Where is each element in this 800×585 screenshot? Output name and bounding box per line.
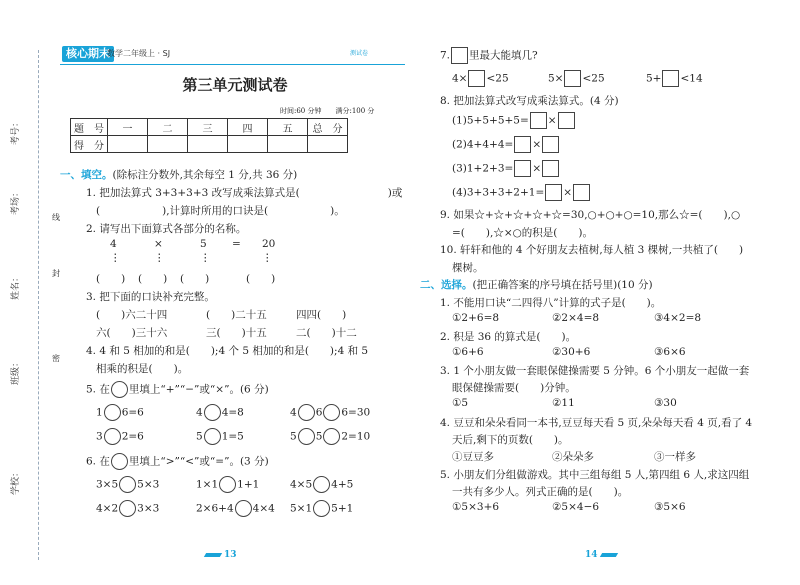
choice-5-line-1: 5. 小朋友们分组做游戏。其中三组每组 5 人,第四组 6 人,求这四组 — [440, 469, 750, 481]
choice-option[interactable]: ②5×4−6 — [552, 501, 600, 513]
choice-5-line-2: 一共有多少人。列式正确的是( )。 — [452, 486, 629, 498]
choice-option[interactable]: ③5×6 — [654, 501, 686, 513]
score-table-header-row — [71, 119, 348, 136]
answer-box[interactable] — [558, 112, 575, 129]
square-icon — [451, 47, 468, 64]
score-entry[interactable] — [228, 136, 268, 153]
answer-circle[interactable] — [119, 476, 136, 493]
answer-circle[interactable] — [235, 500, 252, 517]
score-cell: 总 分 — [308, 119, 348, 136]
question-2: 2. 请写出下面算式各部分的名称。 — [86, 223, 247, 235]
choice-option[interactable]: ①5 — [452, 397, 469, 409]
margin-mark-secret: 密 — [52, 354, 60, 363]
question-4-line-2: 相乘的积是( )。 — [96, 363, 189, 375]
choice-option[interactable]: ①6+6 — [452, 346, 484, 358]
choice-option[interactable]: ①豆豆多 — [452, 451, 494, 463]
score-cell: 得 分 — [71, 136, 108, 153]
question-8-item-2: (2)4+4+4= × — [452, 136, 560, 153]
score-table — [70, 118, 348, 153]
answer-box[interactable] — [573, 184, 590, 201]
answer-circle[interactable] — [204, 428, 221, 445]
circle-icon — [111, 381, 128, 398]
answer-box[interactable] — [542, 136, 559, 153]
score-cell: 三 — [188, 119, 228, 136]
choice-option[interactable]: ②30+6 — [552, 346, 591, 358]
score-entry[interactable] — [148, 136, 188, 153]
answer-box[interactable] — [468, 70, 485, 87]
question-6: 6. 在 里填上“>”“<”或“=”。(3 分) — [86, 453, 269, 470]
time-score-meta: 时间:60 分钟 满分:100 分 — [280, 107, 375, 115]
margin-mark-line: 线 — [52, 213, 60, 222]
answer-circle[interactable] — [323, 404, 340, 421]
score-cell: 五 — [268, 119, 308, 136]
score-entry[interactable] — [268, 136, 308, 153]
choice-4-line-2: 天后,剩下的页数( )。 — [452, 434, 569, 446]
binding-dashed-line — [38, 50, 39, 560]
choice-option[interactable]: ①2+6=8 — [452, 312, 500, 324]
choice-2: 2. 积是 36 的算式是( )。 — [440, 331, 577, 343]
answer-box[interactable] — [514, 160, 531, 177]
question-3: 3. 把下面的口诀补充完整。 — [86, 291, 215, 303]
question-5: 5. 在 里填上“+”“−”或“×”。(6 分) — [86, 381, 269, 398]
score-cell: 二 — [148, 119, 188, 136]
question-8: 8. 把加法算式改写成乘法算式。(4 分) — [440, 95, 619, 107]
answer-circle[interactable] — [298, 428, 315, 445]
question-7: 7. 里最大能填几? — [440, 47, 538, 64]
page-number-left: 13 — [205, 550, 237, 560]
choice-option[interactable]: ②2×4=8 — [552, 312, 600, 324]
choice-option[interactable]: ③一样多 — [654, 451, 696, 463]
score-cell: 一 — [108, 119, 148, 136]
question-1-line-1: 1. 把加法算式 3+3+3+3 改写成乘法算式是( )或 — [86, 187, 403, 199]
question-8-item-1: (1)5+5+5+5= × — [452, 112, 576, 129]
score-entry[interactable] — [308, 136, 348, 153]
answer-circle[interactable] — [219, 476, 236, 493]
choice-4-line-1: 4. 豆豆和朵朵看同一本书,豆豆每天看 5 页,朵朵每天看 4 页,看了 4 — [440, 417, 753, 429]
choice-3-line-1: 3. 1 个小朋友做一套眼保健操需要 5 分钟。6 个小朋友一起做一套 — [440, 365, 750, 377]
choice-1: 1. 不能用口诀“二四得八”计算的式子是( )。 — [440, 297, 662, 309]
answer-circle[interactable] — [313, 476, 330, 493]
answer-circle[interactable] — [104, 428, 121, 445]
answer-circle[interactable] — [204, 404, 221, 421]
header-tag: 测试卷 — [350, 50, 369, 57]
margin-mark-seal: 封 — [52, 269, 60, 278]
choice-option[interactable]: ③6×6 — [654, 346, 686, 358]
page-title: 第三单元测试卷 — [182, 76, 288, 94]
margin-label-class: 班级： — [11, 357, 21, 385]
subject-label: 数学二年级上 · SJ — [107, 49, 171, 58]
answer-circle[interactable] — [313, 500, 330, 517]
margin-label-exam-number: 考号： — [11, 117, 21, 145]
margin-label-exam-room: 考场： — [11, 187, 21, 215]
question-8-item-4: (4)3+3+3+2+1= × — [452, 184, 591, 201]
answer-box[interactable] — [514, 136, 531, 153]
answer-box[interactable] — [564, 70, 581, 87]
score-entry[interactable] — [108, 136, 148, 153]
answer-circle[interactable] — [119, 500, 136, 517]
page-mark-icon — [599, 553, 617, 557]
margin-label-school: 学校： — [11, 467, 21, 495]
choice-option[interactable]: ③4×2=8 — [654, 312, 702, 324]
answer-circle[interactable] — [323, 428, 340, 445]
margin-label-name: 姓名： — [11, 272, 21, 300]
answer-box[interactable] — [530, 112, 547, 129]
answer-circle[interactable] — [104, 404, 121, 421]
section-2-heading: 二、选择。(把正确答案的序号填在括号里)(10 分) — [420, 279, 653, 291]
score-table-score-row — [71, 136, 348, 153]
answer-box[interactable] — [542, 160, 559, 177]
page-mark-icon — [204, 553, 222, 557]
choice-option[interactable]: ③30 — [654, 397, 677, 409]
header-rule — [60, 64, 405, 65]
brand-logo: 核心期末 — [62, 46, 114, 62]
score-cell: 四 — [228, 119, 268, 136]
question-9-line-1: 9. 如果☆+☆+☆+☆+☆=30,○+○+○=10,那么☆=( ),○ — [440, 209, 741, 221]
question-1-line-2: ( ),计算时所用的口诀是( )。 — [96, 205, 345, 217]
question-9-line-2: =( ),☆×○的积是( )。 — [452, 227, 593, 239]
question-10-line-1: 10. 轩轩和他的 4 个好朋友去植树,每人植 3 棵树,一共植了( ) — [440, 244, 744, 256]
choice-option[interactable]: ①5×3+6 — [452, 501, 500, 513]
page-number-right: 14 — [585, 550, 620, 560]
score-entry[interactable] — [188, 136, 228, 153]
score-cell: 题 号 — [71, 119, 108, 136]
choice-option[interactable]: ②11 — [552, 397, 575, 409]
question-10-line-2: 棵树。 — [452, 262, 484, 274]
question-4-line-1: 4. 4 和 5 相加的和是( );4 个 5 相加的和是( );4 和 5 — [86, 345, 369, 357]
choice-option[interactable]: ②朵朵多 — [552, 451, 594, 463]
answer-circle[interactable] — [298, 404, 315, 421]
question-8-item-3: (3)1+2+3= × — [452, 160, 560, 177]
answer-box[interactable] — [662, 70, 679, 87]
choice-3-line-2: 眼保健操需要( )分钟。 — [452, 382, 576, 394]
section-1-heading: 一、填空。(除标注分数外,其余每空 1 分,共 36 分) — [60, 169, 298, 181]
answer-box[interactable] — [545, 184, 562, 201]
circle-icon — [111, 453, 128, 470]
